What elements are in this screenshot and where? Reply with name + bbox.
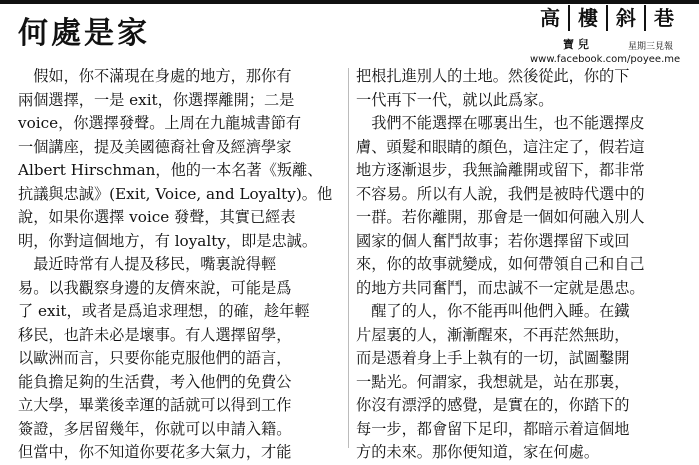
facebook-url: www.facebook.com/poyee.me — [530, 54, 681, 65]
article-text-line: 一點光。何謂家，我想就是，站在那裏， — [356, 372, 630, 391]
article-text-line: 易。以我觀察身邊的友儕來說，可能是爲 — [18, 278, 292, 297]
article-text-line: 簽證，多居留幾年，你就可以申請入籍。 — [18, 419, 292, 438]
article-text-line: 一代再下一代，就以此爲家。 — [356, 90, 554, 109]
article-text-line: 最近時常有人提及移民，嘴裏說得輕 — [18, 255, 277, 273]
article-text-line: Albert Hirschman，他的一本名著《叛離、 — [18, 161, 323, 179]
column-name-char: 樓 — [568, 5, 606, 31]
column-name — [532, 5, 682, 31]
column-divider — [348, 68, 349, 448]
article-text-line: voice，你選擇發聲。上周在九龍城書節有 — [18, 114, 302, 132]
publication-schedule: 星期三見報 — [628, 42, 674, 52]
article-text-line: 立大學，畢業後幸運的話就可以得到工作 — [18, 396, 292, 414]
article-text-line: 假如，你不滿現在身處的地方，那你有 — [18, 67, 292, 85]
article-text-line: 來，你的故事就變成，如何帶領自己和自己 — [356, 255, 645, 273]
article-text-line: 能負擔足夠的生活費，考入他們的免費公 — [18, 372, 292, 391]
column-name-char: 斜 — [606, 5, 644, 31]
article-text-line: 以歐洲而言，只要你能克服他們的語言， — [18, 349, 292, 367]
article-text-line: 明，你對這個地方，有 loyalty，即是忠誠。 — [18, 231, 318, 250]
article-text-line: 說，如果你選擇 voice 發聲，其實已經表 — [18, 208, 296, 226]
article-text-line: 而是憑着身上手上執有的一切，試圖鑿開 — [356, 349, 630, 367]
article-text-line: 移民，也許未必是壞事。有人選擇留學， — [18, 325, 292, 344]
column-name-char: 高 — [540, 6, 560, 30]
article-text-line: 了 exit，或者是爲追求理想，的確，趁年輕 — [18, 302, 310, 320]
article-title: 何處是家 — [18, 16, 150, 51]
article-text-line: 你沒有漂浮的感覺，是實在的，你踏下的 — [356, 396, 630, 414]
article-text-line: 不容易。所以有人說，我們是被時代選中的 — [356, 184, 645, 203]
article-text-line: 兩個選擇，一是 exit，你選擇離開；二是 — [18, 90, 295, 109]
article-text-line: 一個講座，提及美國德裔社會及經濟學家 — [18, 137, 292, 156]
article-text-line: 每一步，都會留下足印，都暗示着這個地 — [356, 419, 630, 438]
article-text-line: 片屋裏的人，漸漸醒來，不再茫然無助， — [356, 325, 630, 344]
article-text-line: 國家的個人奮鬥故事；若你選擇留下或回 — [356, 231, 630, 250]
article-text-line: 地方逐漸退步，我無論離開或留下，都非常 — [356, 161, 645, 179]
article-text-line: 我們不能選擇在哪裏出生，也不能選擇皮 — [356, 114, 645, 132]
article-body-left-column — [18, 65, 343, 465]
article-text-line: 一群。若你離開，那會是一個如何融入別人 — [356, 208, 645, 226]
column-name-char: 巷 — [644, 5, 682, 31]
author-name: 寶 兒 — [563, 38, 589, 51]
article-text-line: 抗議與忠誠》(Exit, Voice, and Loyalty)。他 — [18, 184, 333, 203]
article-text-line: 但當中，你不知道你要花多大氣力，才能 — [18, 443, 292, 461]
article-text-line: 醒了的人，你不能再叫他們入睡。在鐵 — [356, 302, 630, 320]
article-text-line: 膚、頭髮和眼睛的顏色，這注定了，假若這 — [356, 137, 645, 156]
article-text-line: 的地方共同奮鬥，而忠誠不一定就是愚忠。 — [356, 278, 645, 297]
article-text-line: 方的未來。那你便知道，家在何處。 — [356, 443, 599, 461]
article-body-right-column — [356, 65, 681, 465]
article-text-line: 把根扎進別人的土地。然後從此，你的下 — [356, 67, 630, 85]
top-rule — [0, 0, 699, 4]
